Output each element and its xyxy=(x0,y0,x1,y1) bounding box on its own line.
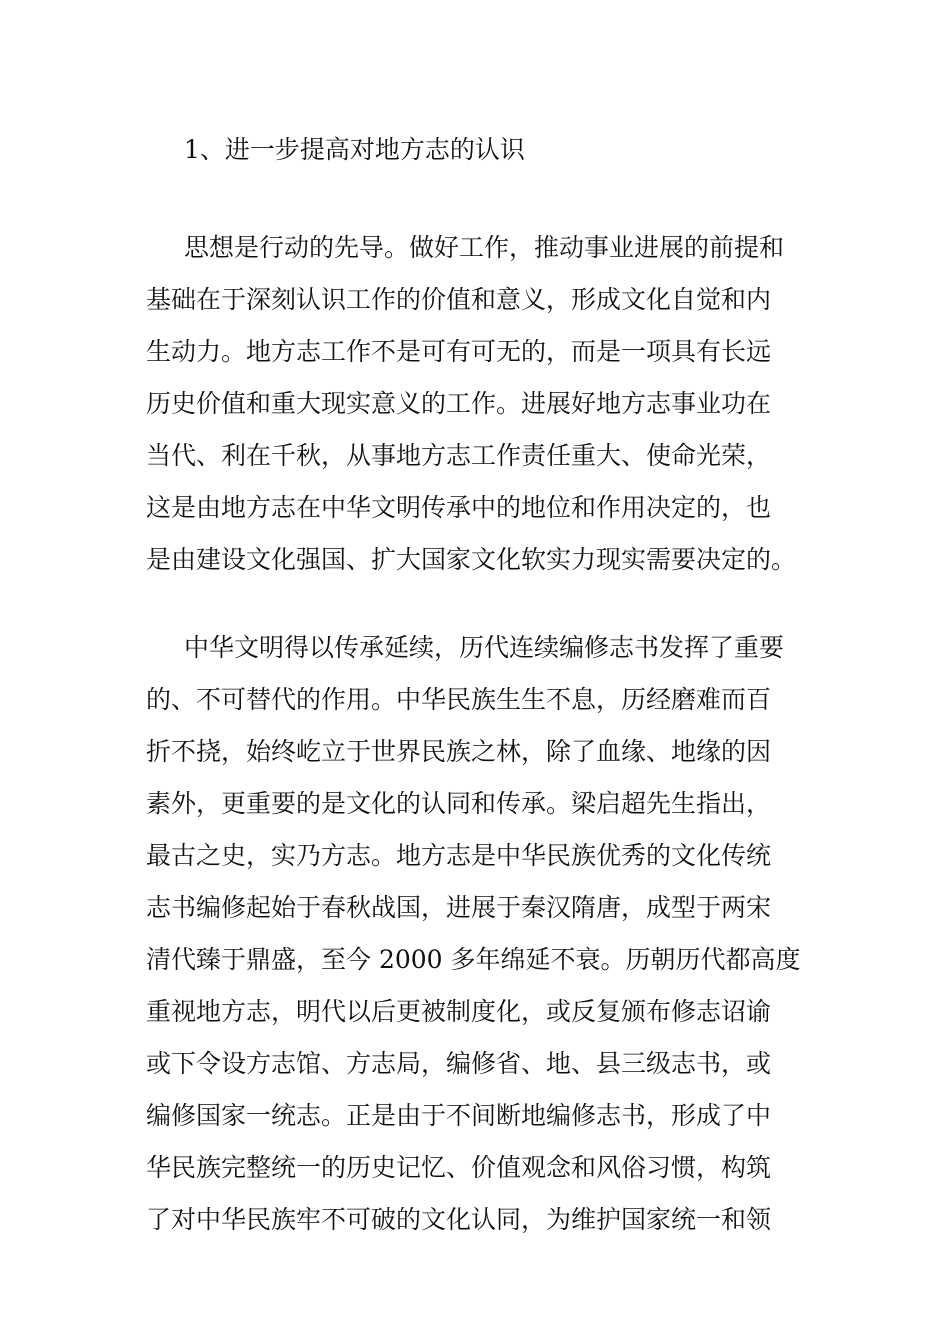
paragraph-line: 历史价值和重大现实意义的工作。进展好地方志事业功在 xyxy=(146,389,772,418)
paragraph-line: 或下令设方志馆、方志局，编修省、地、县三级志书，或 xyxy=(146,1049,772,1078)
paragraph-line: 素外，更重要的是文化的认同和传承。梁启超先生指出， xyxy=(146,789,772,818)
paragraph-line xyxy=(146,1246,816,1298)
paragraph-line: 的、不可替代的作用。中华民族生生不息，历经磨难而百 xyxy=(146,685,772,714)
paragraph-line: 是由建设文化强国、扩大国家文化软实力现实需要决定的。 xyxy=(146,545,797,574)
paragraph-line: 重视地方志，明代以后更被制度化，或反复颁布修志诏谕 xyxy=(146,997,772,1026)
paragraph-line: 基础在于深刻认识工作的价值和意义，形成文化自觉和内 xyxy=(146,285,772,314)
paragraph-line: 这是由地方志在中华文明传承中的地位和作用决定的，也 xyxy=(146,493,772,522)
paragraph-line: 折不挠，始终屹立于世界民族之林，除了血缘、地缘的因 xyxy=(146,737,772,766)
paragraph-line: 最古之史，实乃方志。地方志是中华民族优秀的文化传统 xyxy=(146,841,772,870)
paragraph-line: 志书编修起始于春秋战国，进展于秦汉隋唐，成型于两宋 xyxy=(146,893,772,922)
paragraph-line: 中华文明得以传承延续，历代连续编修志书发挥了重要 xyxy=(184,633,785,662)
paragraph-line: 当代、利在千秋，从事地方志工作责任重大、使命光荣， xyxy=(146,441,772,470)
section-heading: 1、进一步提高对地方志的认识 xyxy=(184,135,525,164)
paragraph-line: 生动力。地方志工作不是可有可无的，而是一项具有长远 xyxy=(146,337,772,366)
paragraph-line: 编修国家一统志。正是由于不间断地编修志书，形成了中 xyxy=(146,1101,772,1130)
paragraph-1 xyxy=(146,222,816,586)
paragraph-line: 清代臻于鼎盛，至今 2000 多年绵延不衰。历朝历代都高度 xyxy=(146,945,801,974)
paragraph-2 xyxy=(146,622,816,1298)
paragraph-line: 了对中华民族牢不可破的文化认同，为维护国家统一和领 xyxy=(146,1205,772,1234)
paragraph-line: 华民族完整统一的历史记忆、价值观念和风俗习惯，构筑 xyxy=(146,1153,772,1182)
paragraph-line: 思想是行动的先导。做好工作，推动事业进展的前提和 xyxy=(184,233,785,262)
